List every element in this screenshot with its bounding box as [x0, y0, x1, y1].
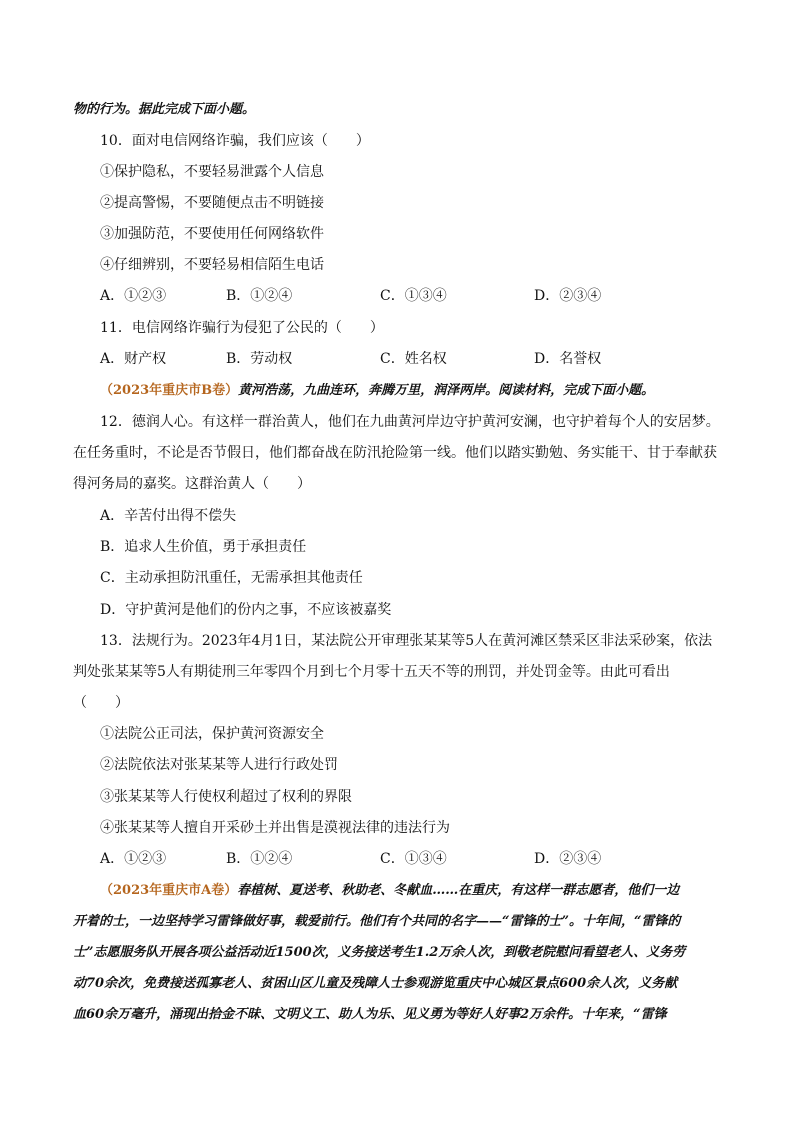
q11-choice-d[interactable]: D．名誉权 [534, 351, 602, 367]
q13-item-4: ④张某某等人擅自开采砂土并出售是漠视法律的违法行为 [100, 820, 450, 836]
q10-item-3: ③加强防范，不要使用任何网络软件 [100, 226, 324, 242]
q13-choice-b[interactable]: B．①②④ [226, 851, 293, 867]
material-a-line-4: 动70余次，免费接送孤寡老人、贫困山区儿童及残障人士参观游览重庆中心城区景点600余人次，义务献 [73, 976, 678, 991]
q12-choice-d[interactable]: D．守护黄河是他们的份内之事，不应该被嘉奖 [100, 602, 392, 618]
intro-end-text: 物的行为。据此完成下面小题。 [73, 102, 256, 117]
q12-choice-b[interactable]: B．追求人生价值，勇于承担责任 [100, 539, 307, 555]
q13-line-3: （ ） [73, 695, 129, 711]
material-a-line-3: 士”志愿服务队开展各项公益活动近1500次，义务接送考生1.2万余人次，到敬老院慰问看望老人、义务劳 [73, 945, 686, 960]
material-a-first-text: 春植树、夏送考、秋助老、冬献血……在重庆，有这样一群志愿者，他们一边 [237, 883, 680, 898]
q11-choice-a[interactable]: A．财产权 [100, 351, 167, 367]
q10-choice-d[interactable]: D．②③④ [534, 288, 602, 304]
q10-choice-b[interactable]: B．①②④ [226, 288, 293, 304]
q11-stem: 11．电信网络诈骗行为侵犯了公民的（ ） [100, 320, 384, 336]
q12-line-3: 得河务局的嘉奖。这群治黄人（ ） [73, 476, 311, 492]
q12-line-1: 12．德润人心。有这样一群治黄人，他们在九曲黄河岸边守护黄河安澜，也守护着每个人的安居梦。 [100, 414, 720, 430]
q13-choice-a[interactable]: A．①②③ [100, 851, 167, 867]
q13-item-2: ②法院依法对张某某等人进行行政处罚 [100, 757, 338, 773]
q11-choice-c[interactable]: C．姓名权 [380, 351, 447, 367]
material-b [100, 381, 654, 401]
q10-stem: 10．面对电信网络诈骗，我们应该（ ） [100, 133, 370, 149]
q10-item-1: ①保护隐私，不要轻易泄露个人信息 [100, 164, 324, 180]
q12-choice-a[interactable]: A．辛苦付出得不偿失 [100, 508, 237, 524]
q13-choice-d[interactable]: D．②③④ [534, 851, 602, 867]
q11-choice-b[interactable]: B．劳动权 [226, 351, 293, 367]
material-b-source: （2023年重庆市B卷） [100, 383, 239, 398]
q13-line-1: 13．法规行为。2023年4月1日，某法院公开审理张某某等5人在黄河滩区禁采区非法采砂案，依法 [100, 633, 713, 649]
material-a-line-5: 血60余万毫升，涌现出拾金不昧、文明义工、助人为乐、见义勇为等好人好事2万余件。十年来，“雷锋 [73, 1007, 667, 1022]
q10-choice-a[interactable]: A．①②③ [100, 288, 167, 304]
q12-choice-c[interactable]: C．主动承担防汛重任，无需承担其他责任 [100, 570, 363, 586]
q10-item-4: ④仔细辨别，不要轻易相信陌生电话 [100, 257, 324, 273]
material-a-line-2: 开着的士，一边坚持学习雷锋做好事，载爱前行。他们有个共同的名字——“雷锋的士”。十年间，“雷锋的 [73, 914, 681, 929]
q13-item-3: ③张某某等人行使权利超过了权利的界限 [100, 789, 352, 805]
material-b-text: 黄河浩荡，九曲连环，奔腾万里，润泽两岸。阅读材料，完成下面小题。 [238, 383, 655, 398]
material-a-source: （2023年重庆市A卷） [100, 883, 238, 898]
q13-choice-c[interactable]: C．①③④ [380, 851, 447, 867]
q10-choice-c[interactable]: C．①③④ [380, 288, 447, 304]
q10-item-2: ②提高警惕，不要随便点击不明链接 [100, 195, 324, 211]
q13-line-2: 判处张某某等5人有期徒刑三年零四个月到七个月零十五天不等的刑罚，并处罚金等。由此可看出 [73, 664, 670, 680]
material-a-first [100, 881, 679, 901]
q12-line-2: 在任务重时，不论是否节假日，他们都奋战在防汛抢险第一线。他们以踏实勤勉、务实能干、甘于奉献获 [73, 445, 717, 461]
q13-item-1: ①法院公正司法，保护黄河资源安全 [100, 726, 324, 742]
